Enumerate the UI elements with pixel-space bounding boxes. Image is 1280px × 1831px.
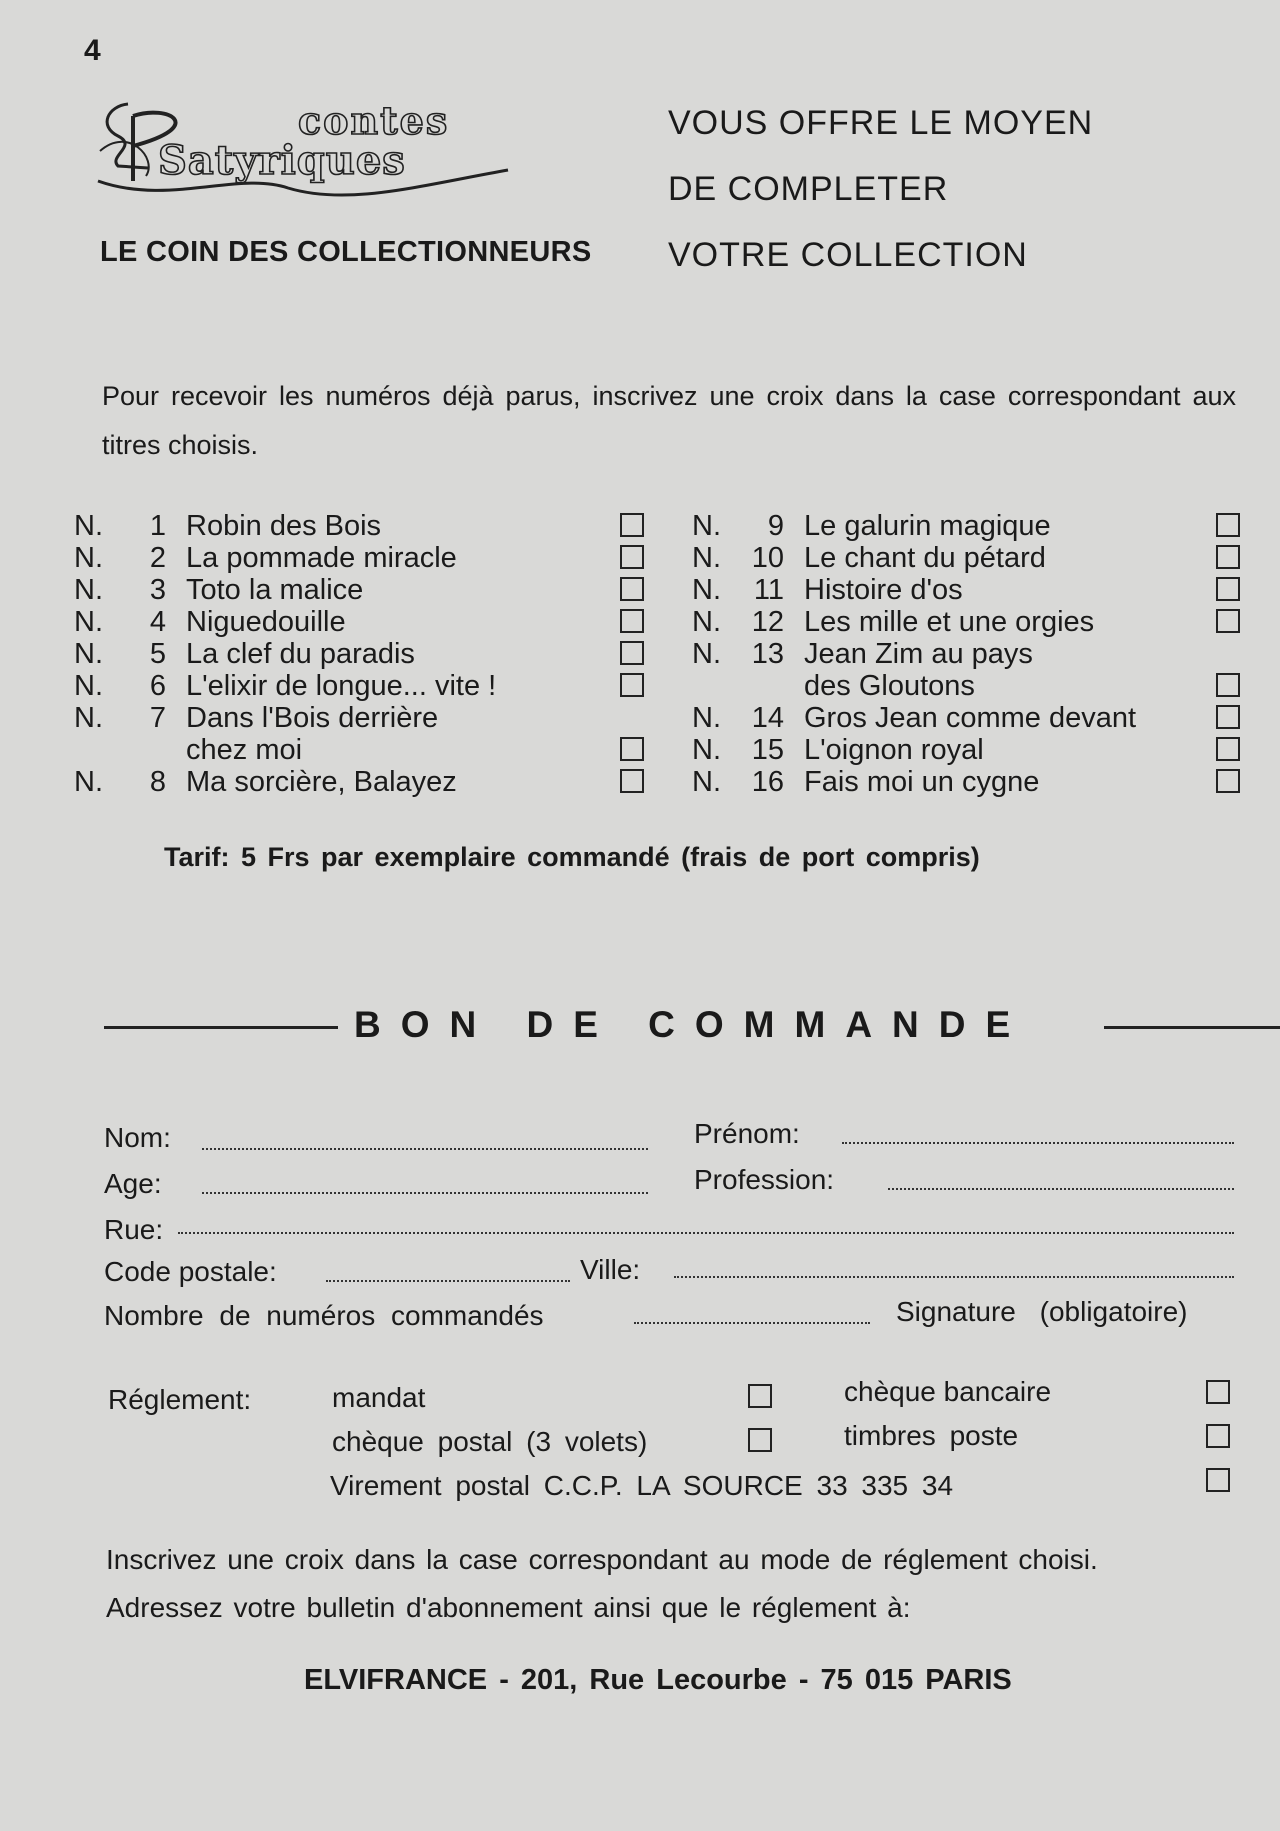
virement-checkbox[interactable] (1206, 1468, 1230, 1492)
cheque-postal-checkbox[interactable] (748, 1428, 772, 1452)
instruction-line: Adressez votre bulletin d'abonnement ainsi que le réglement à: (106, 1592, 911, 1623)
issue-checkbox[interactable] (620, 673, 644, 697)
issue-title (802, 702, 1240, 734)
ville-label: Ville: (580, 1254, 641, 1285)
issue-number-value: 1 (149, 510, 166, 542)
issue-number (74, 542, 184, 574)
issue-number (692, 574, 802, 606)
issue-item (692, 542, 1240, 574)
issue-number-value: 8 (149, 766, 166, 798)
issue-number (692, 606, 802, 638)
issue-number (692, 702, 802, 734)
prenom-label: Prénom: (694, 1118, 800, 1149)
logo-line2: Satyriques (158, 137, 406, 184)
issue-checkbox[interactable] (1216, 577, 1240, 601)
rue-field[interactable] (178, 1232, 1234, 1234)
issue-item (74, 574, 644, 606)
issue-title (184, 542, 644, 574)
issue-number-value: 5 (149, 638, 166, 670)
issue-prefix: N. (692, 542, 721, 574)
issue-title-line: chez moi (186, 734, 303, 766)
issue-title (802, 734, 1240, 766)
issue-number-value: 16 (751, 766, 784, 798)
issue-title-line: Dans l'Bois derrière (186, 702, 439, 734)
mailing-address: ELVIFRANCE - 201, Rue Lecourbe - 75 015 PARIS (304, 1664, 1012, 1696)
price-note: Tarif: 5 Frs par exemplaire commandé (frais de port compris) (164, 842, 980, 872)
issue-checkbox[interactable] (620, 609, 644, 633)
issue-checkbox[interactable] (1216, 705, 1240, 729)
issue-prefix: N. (692, 734, 721, 766)
issue-title (184, 638, 644, 670)
issue-number-value: 7 (149, 702, 166, 734)
issue-item (74, 542, 644, 574)
issue-item (692, 702, 1240, 734)
issue-prefix: N. (74, 510, 103, 542)
issue-checkbox[interactable] (1216, 769, 1240, 793)
issue-title-line: L'elixir de longue... vite ! (186, 670, 497, 702)
order-form-title: BON DE COMMANDE (354, 1004, 1031, 1045)
issue-item (692, 574, 1240, 606)
issue-title (184, 606, 644, 638)
issue-checkbox[interactable] (620, 577, 644, 601)
issue-prefix: N. (74, 606, 103, 638)
issue-number-value: 15 (751, 734, 784, 766)
issue-number-value: 9 (767, 510, 784, 542)
issue-checkbox[interactable] (1216, 513, 1240, 537)
issue-title (184, 670, 644, 702)
issue-prefix: N. (692, 606, 721, 638)
issue-title-line: La clef du paradis (186, 638, 415, 670)
issue-number (692, 766, 802, 798)
issue-title (802, 638, 1240, 702)
issue-prefix: N. (692, 702, 721, 734)
payment-cheque-postal-label: chèque postal (3 volets) (332, 1426, 648, 1457)
payment-label: Réglement: (108, 1384, 252, 1415)
issue-number-value: 14 (751, 702, 784, 734)
issue-title-line: Robin des Bois (186, 510, 382, 542)
issue-checkbox[interactable] (620, 769, 644, 793)
payment-mandat-label: mandat (332, 1382, 426, 1413)
issue-number (692, 734, 802, 766)
issue-checkbox[interactable] (620, 513, 644, 537)
issue-item (74, 606, 644, 638)
issue-item (74, 510, 644, 542)
issue-checkbox[interactable] (1216, 673, 1240, 697)
age-label: Age: (104, 1168, 162, 1199)
payment-cheque-bancaire-label: chèque bancaire (844, 1376, 1052, 1407)
issue-prefix: N. (74, 766, 103, 798)
issue-prefix: N. (74, 574, 103, 606)
offer-line: VOUS OFFRE LE MOYEN (668, 104, 1094, 142)
section-title: LE COIN DES COLLECTIONNEURS (100, 236, 592, 268)
issue-title-line: Toto la malice (186, 574, 364, 606)
issue-title-line: Le chant du pétard (804, 542, 1046, 574)
nombre-field[interactable] (634, 1322, 870, 1324)
prenom-field[interactable] (842, 1142, 1234, 1144)
page-number: 4 (84, 34, 101, 67)
code-postal-field[interactable] (326, 1280, 570, 1282)
heading-rule-right (1104, 1026, 1280, 1029)
offer-heading (668, 90, 1093, 288)
issue-title-line: Niguedouille (186, 606, 346, 638)
signature-label: Signature (obligatoire) (896, 1296, 1188, 1327)
issue-item (74, 638, 644, 670)
issue-number-value: 3 (149, 574, 166, 606)
issue-title (802, 606, 1240, 638)
issue-title-line: La pommade miracle (186, 542, 457, 574)
issue-item (74, 766, 644, 798)
issue-list-left (74, 510, 644, 798)
issue-item (692, 510, 1240, 542)
offer-line: VOTRE COLLECTION (668, 236, 1028, 274)
issue-prefix: N. (74, 670, 103, 702)
issue-title (802, 574, 1240, 606)
issue-number-value: 12 (751, 606, 784, 638)
issue-title (802, 766, 1240, 798)
issue-title-line: Gros Jean comme devant (804, 702, 1137, 734)
mandat-checkbox[interactable] (748, 1384, 772, 1408)
issue-title-line: L'oignon royal (804, 734, 984, 766)
issue-item (74, 670, 644, 702)
issue-prefix: N. (74, 638, 103, 670)
issue-title-line: Jean Zim au pays (804, 638, 1033, 670)
rue-label: Rue: (104, 1214, 164, 1245)
issue-number (692, 510, 802, 542)
issue-title-line: Les mille et une orgies (804, 606, 1095, 638)
issue-item (692, 638, 1240, 702)
issue-title (184, 702, 644, 766)
issue-number-value: 13 (751, 638, 784, 670)
logo-line1: contes (298, 98, 450, 143)
instruction-line: Inscrivez une croix dans la case correspondant au mode de réglement choisi. (106, 1544, 1098, 1575)
cheque-bancaire-checkbox[interactable] (1206, 1380, 1230, 1404)
age-field[interactable] (202, 1192, 648, 1194)
issue-number (692, 542, 802, 574)
issue-checkbox[interactable] (1216, 545, 1240, 569)
issue-number (74, 670, 184, 702)
issue-checkbox[interactable] (1216, 737, 1240, 761)
issue-prefix: N. (74, 702, 103, 734)
issue-title (802, 542, 1240, 574)
instructions (106, 1536, 1236, 1632)
issue-checkbox[interactable] (620, 545, 644, 569)
issue-list-right (692, 510, 1240, 798)
order-form-heading (104, 1000, 1236, 1056)
issue-number (74, 574, 184, 606)
issue-number-value: 11 (753, 574, 784, 606)
nom-field[interactable] (202, 1148, 648, 1150)
offer-line: DE COMPLETER (668, 170, 949, 208)
issue-title (802, 510, 1240, 542)
issue-number (692, 638, 802, 702)
issue-number-value: 4 (149, 606, 166, 638)
profession-label: Profession: (694, 1164, 835, 1195)
issue-number-value: 6 (149, 670, 166, 702)
issue-title (184, 574, 644, 606)
profession-field[interactable] (888, 1188, 1234, 1190)
issue-item (692, 606, 1240, 638)
issue-number-value: 2 (149, 542, 166, 574)
issue-item (74, 702, 644, 766)
issue-title (184, 510, 644, 542)
issue-number (74, 510, 184, 542)
issue-title-line: Histoire d'os (804, 574, 963, 606)
intro-paragraph: Pour recevoir les numéros déjà parus, inscrivez une croix dans la case correspondant aux titres choisis. (102, 381, 1236, 460)
nom-label: Nom: (104, 1122, 171, 1153)
nombre-label: Nombre de numéros commandés (104, 1300, 544, 1331)
issue-number (74, 606, 184, 638)
issue-title-line: des Gloutons (804, 670, 975, 702)
issue-prefix: N. (692, 766, 721, 798)
issue-number (74, 702, 184, 766)
issue-checkbox[interactable] (620, 641, 644, 665)
issue-title-line: Fais moi un cygne (804, 766, 1040, 798)
issue-item (692, 734, 1240, 766)
issue-checkbox[interactable] (620, 737, 644, 761)
contes-satyriques-logo (88, 96, 528, 206)
payment-virement-label: Virement postal C.C.P. LA SOURCE 33 335 34 (330, 1470, 954, 1501)
issue-number (74, 766, 184, 798)
issue-title (184, 766, 644, 798)
issue-prefix: N. (692, 510, 721, 542)
issue-item (692, 766, 1240, 798)
heading-rule-left (104, 1026, 338, 1029)
issue-title-line: Ma sorcière, Balayez (186, 766, 457, 798)
issue-number-value: 10 (751, 542, 784, 574)
logo-graphic (88, 96, 528, 206)
code-postal-label: Code postale: (104, 1256, 277, 1287)
timbres-checkbox[interactable] (1206, 1424, 1230, 1448)
issue-title-line: Le galurin magique (804, 510, 1051, 542)
issue-number (74, 638, 184, 670)
payment-timbres-label: timbres poste (844, 1420, 1019, 1451)
issue-checkbox[interactable] (1216, 609, 1240, 633)
issue-prefix: N. (74, 542, 103, 574)
issue-prefix: N. (692, 574, 721, 606)
ville-field[interactable] (674, 1276, 1234, 1278)
issue-prefix: N. (692, 638, 721, 670)
